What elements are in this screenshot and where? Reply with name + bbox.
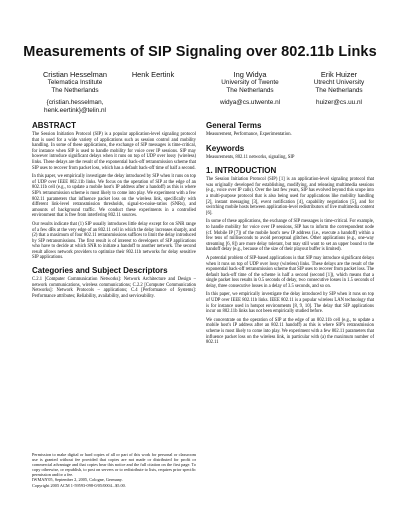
abstract-paragraph: The Session Initiation Protocol (SIP) is a popular application-level signaling protocol that is used for a wide variety of applications such as session control and mobility handling. In some of these applications, the exchange of SIP messages is time-critical, for instance when SIP is used to handle mobility for voice over IP sessions. SIP may however introduce significant delays when it runs on top of UDP over lossy (wireless) links. These delays are the result of the exponential back-off retransmission scheme that SIP uses to recover from packet loss, which has a default back-off time of half a second. [32, 132, 196, 171]
author-name: Erik Huizer [320, 70, 358, 79]
author-2 [118, 70, 188, 79]
author-4 [296, 70, 382, 107]
author-email: widya@cs.utwente.nl [219, 99, 281, 107]
intro-paragraph: In this paper, we empirically investigate the delay introduced by SIP when it runs on top of UDP over IEEE 802.11b links. IEEE 802.11 is a popular wireless LAN technology that is for instance used in hotspot environments [8, 9, 10]. The delay that SIP applications incur on 802.11b links has not been empirically studied before. [206, 292, 374, 315]
intro-paragraph: The Session Initiation Protocol (SIP) [1] is an application-level signaling protocol that was originally developed for establishing, modifying, and releasing multimedia sessions (e.g., voice over IP calls). Over the last few years, SIP has evolved beyond this scope into a multi-purpose protocol that is also being used for applications like mobility handling [2], instant messaging [3], event notification [4], capability negotiation [5], and for switching mobile hosts between application-level redistributors of live multimedia content [6]. [206, 177, 374, 216]
author-block [0, 70, 400, 114]
author-affiliation: Utrecht University [313, 79, 365, 86]
author-affiliation: University of Twente [221, 79, 279, 86]
right-column [206, 121, 374, 349]
abstract-paragraph: In this paper, we empirically investigate the delay introduced by SIP when it runs on top of UDP over IEEE 802.11b links. We focus on the operation of SIP at the edge of an 802.11b cell (e.g., to update a mobile host's IP address after a handoff) as this is where SIP's retransmission scheme is most likely to come into play. We experiment with a few 802.11 parameters that influence packet loss on the wireless link, specifically with different link-level retransmission thresholds, signal-to-noise-ratios (SNRs), and amounts of background traffic. We conduct these experiments in a controlled environment that is free from interfering 802.11 sources. [32, 174, 196, 219]
categories-heading: Categories and Subject Descriptors [32, 266, 168, 276]
author-email: huizer@cs.uu.nl [316, 99, 362, 107]
permission-notice [32, 452, 196, 488]
categories-text: C.2.1 [Computer Communication Networks]: Network Architecture and Design – network communications, wireless communications; C.2.2 [Computer Communication Networks]: Network Protocols – applications; C.4 [Performance of Systems]: Performance attributes; Reliability, availability, and serviceability. [32, 277, 196, 299]
abstract-paragraph: Our results indicate that (1) SIP usually introduces little delay except for on SNR range of a few dBs at the very edge of an 802.11 cell in which the delay increases sharply, and (2) that a maximum of four 802.11 retransmissions suffices to limit the delay introduced by SIP retransmissions. The first result is of interest to developers of SIP applications who have to decide at which SNR to initiate a handoff to another network. The second result allows network providers to optimize their 802.11b networks for delay sensitive SIP applications. [32, 221, 196, 261]
author-affiliation: Telematica Institute [47, 79, 103, 86]
conference-line: IWMAN'05, September 2, 2005, Cologne, Germany. [32, 477, 123, 483]
abstract-heading: ABSTRACT [32, 121, 76, 130]
author-1 [30, 70, 120, 114]
intro-paragraph: We concentrate on the operation of SIP at the edge of an 802.11b cell (e.g., to update a mobile host's IP address after an 802.11 handoff) as this is where SIP's retransmission scheme is most likely to come into play. We experiment with a few 802.11 parameters that influence packet loss on the wireless link, in particular with (a) the maximum number of 802.11 [206, 317, 374, 346]
author-name: Henk Eertink [131, 70, 175, 79]
keywords-text: Measurements, 802.11 networks, signaling, SIP [206, 154, 295, 160]
copyright-line: Copyright 2005 ACM 1-59593-098-0/05/0004...$5.00. [32, 482, 126, 488]
author-name: Ing Widya [233, 70, 267, 79]
author-country: The Netherlands [51, 86, 99, 94]
paper-title: Measurements of SIP Signaling over 802.11b Links [23, 44, 377, 60]
intro-paragraph: A potential problem of SIP-based applications is that SIP may introduce significant delays when it runs on top of UDP over lossy (wireless) links. These delays are the result of the exponential back-off retransmission scheme that SIP uses to recover from packet loss. The default back-off time of the scheme is half a second (second [1]), which means that a single packet loss results in 0.5 seconds of delay, two consecutive losses in 1.5 seconds of delay, three consecutive losses in a delay of 3.5 seconds, and so on. [206, 255, 374, 289]
author-email: {cristian.hesselman, [46, 99, 104, 107]
permission-text: Permission to make digital or hard copies of all or part of this work for personal or classroom use is granted without fee provided that copies are not made or distributed for profit or commercial advantage and that copies bear this notice and the full citation on the first page. To copy otherwise, or republish, to post on servers or to redistribute to lists, requires prior specific permission and/or a fee. [32, 452, 196, 478]
introduction-heading: 1. INTRODUCTION [206, 166, 277, 176]
keywords-heading: Keywords [206, 143, 245, 153]
left-column [32, 121, 196, 302]
author-country: The Netherlands [315, 86, 363, 94]
author-email-cont: henk.eertink}@telin.nl [44, 106, 106, 114]
author-name: Cristian Hesselman [42, 70, 108, 79]
intro-paragraph: In some of these applications, the exchange of SIP messages is time-critical. For example, to handle mobility for voice over IP sessions, SIP has to inform the correspondent node (cf. Mobile IP [7]) of the mobile host's new IP address (i.e., execute a handoff) within a few tens of milliseconds to avoid perceptual glitches. Other applications (e.g., one-way streaming [6, 8]) are more delay tolerant, but may still want to set an upper bound to the handoff delay (e.g., because of the size of their playout buffer is limited). [206, 219, 374, 253]
general-terms-text: Measurement, Performance, Experimentation. [206, 132, 292, 137]
author-3 [200, 70, 300, 107]
author-country: The Netherlands [226, 86, 274, 94]
general-terms-heading: General Terms [206, 121, 262, 130]
